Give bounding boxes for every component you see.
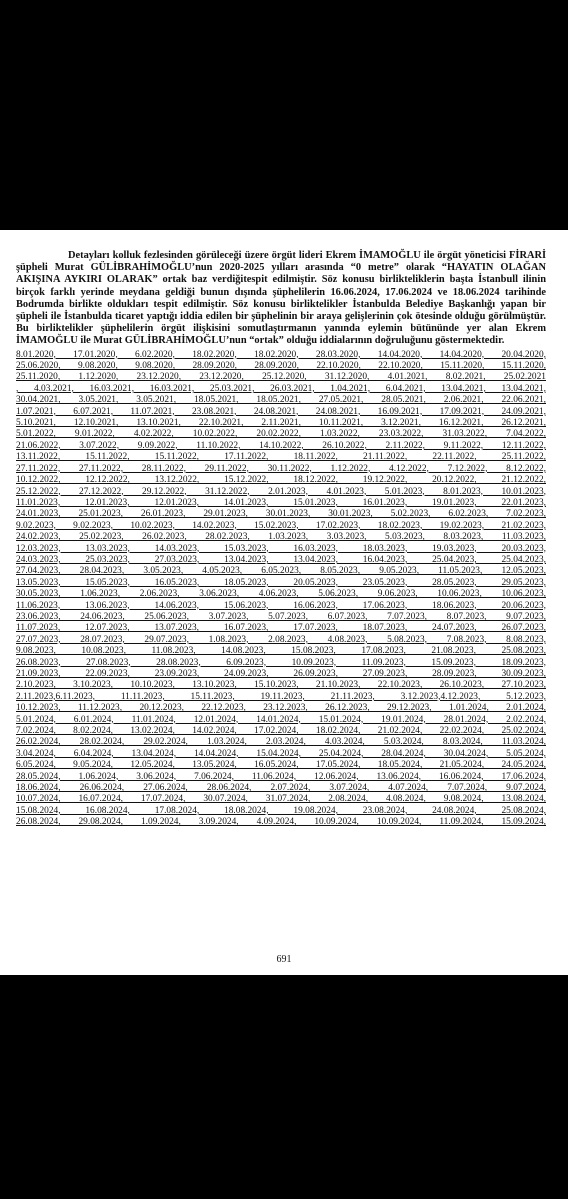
date-line: 24.03.2023, 25.03.2023, 27.03.2023, 13.04.2023, 13.04.2023, 16.04.2023, 25.04.2023, 25.04.2023,	[16, 554, 546, 565]
date-line: 25.06.2020, 9.08.2020, 9.08.2020, 28.09.2020, 28.09.2020, 22.10.2020, 22.10.2020, 15.11.2020, 15.11.2020,	[16, 361, 546, 372]
date-line: 11.01.2023, 12.01.2023, 12.01.2023, 14.01.2023, 15.01.2023, 16.01.2023, 19.01.2023, 22.01.2023,	[16, 497, 546, 508]
date-line: 13.05.2023, 15.05.2023, 16.05.2023, 18.05.2023, 20.05.2023, 23.05.2023, 28.05.2023, 29.05.2023,	[16, 577, 546, 588]
date-line: 9.02.2023, 9.02.2023, 10.02.2023, 14.02.2023, 15.02.2023, 17.02.2023, 18.02.2023, 19.02.2023, 21.02.2023,	[16, 520, 546, 531]
date-line: 30.04.2021, 3.05.2021, 3.05.2021, 18.05.2021, 18.05.2021, 27.05.2021, 28.05.2021, 2.06.2021, 22.06.2021,	[16, 395, 546, 406]
date-line: 23.06.2023, 24.06.2023, 25.06.2023, 3.07.2023, 5.07.2023, 6.07.2023, 7.07.2023, 8.07.2023, 9.07.2023,	[16, 611, 546, 622]
date-line: 27.07.2023, 28.07.2023, 29.07.2023, 1.08.2023, 2.08.2023, 4.08.2023, 5.08.2023, 7.08.2023, 8.08.2023,	[16, 634, 546, 645]
date-line: 18.06.2024, 26.06.2024, 27.06.2024, 28.06.2024, 2.07.2024, 3.07.2024, 4.07.2024, 7.07.2024, 9.07.2024,	[16, 783, 546, 794]
date-line: 7.02.2024, 8.02.2024, 13.02.2024, 14.02.2024, 17.02.2024, 18.02.2024, 21.02.2024, 22.02.2024, 25.02.2024,	[16, 726, 546, 737]
date-line: 10.07.2024, 16.07.2024, 17.07.2024, 30.07.2024, 31.07.2024, 2.08.2024, 4.08.2024, 9.08.2024, 13.08.2024,	[16, 794, 546, 805]
date-line: 2.10.2023, 3.10.2023, 10.10.2023, 13.10.2023, 15.10.2023, 21.10.2023, 22.10.2023, 26.10.2023, 27.10.2023,	[16, 680, 546, 691]
date-line: 11.06.2023, 13.06.2023, 14.06.2023, 15.06.2023, 16.06.2023, 17.06.2023, 18.06.2023, 20.06.2023,	[16, 600, 546, 611]
date-line: 28.05.2024, 1.06.2024, 3.06.2024, 7.06.2024, 11.06.2024, 12.06.2024, 13.06.2024, 16.06.2024, 17.06.2024,	[16, 771, 546, 782]
date-line: 10.12.2023, 11.12.2023, 20.12.2023, 22.12.2023, 23.12.2023, 26.12.2023, 29.12.2023, 1.01.2024, 2.01.2024,	[16, 703, 546, 714]
date-line: 26.02.2024, 28.02.2024, 29.02.2024, 1.03.2024, 2.03.2024, 4.03.2024, 5.03.2024, 8.03.2024, 11.03.2024,	[16, 737, 546, 748]
date-line: 1.07.2021, 6.07.2021, 11.07.2021, 23.08.2021, 24.08.2021, 24.08.2021, 16.09.2021, 17.09.2021, 24.09.2021,	[16, 406, 546, 417]
date-line: 27.04.2023, 28.04.2023, 3.05.2023, 4.05.2023, 6.05.2023, 8.05.2023, 9.05.2023, 11.05.2023, 12.05.2023,	[16, 566, 546, 577]
date-line: 27.11.2022, 27.11.2022, 28.11.2022, 29.11.2022, 30.11.2022, 1.12.2022, 4.12.2022, 7.12.2022, 8.12.2022,	[16, 463, 546, 474]
date-line: 26.08.2024, 29.08.2024, 1.09.2024, 3.09.2024, 4.09.2024, 10.09.2024, 10.09.2024, 11.09.2024, 15.09.2024,	[16, 817, 546, 828]
date-line: 5.01.2024, 6.01.2024, 11.01.2024, 12.01.2024, 14.01.2024, 15.01.2024, 19.01.2024, 28.01.2024, 2.02.2024,	[16, 714, 546, 725]
date-line: 21.06.2022, 3.07.2022, 9.09.2022, 11.10.2022, 14.10.2022, 26.10.2022, 2.11.2022, 9.11.2022, 12.11.2022,	[16, 440, 546, 451]
page-content	[16, 250, 546, 829]
date-line: 26.08.2023, 27.08.2023, 28.08.2023, 6.09.2023, 10.09.2023, 11.09.2023, 15.09.2023, 18.09.2023,	[16, 657, 546, 668]
date-line: 24.02.2023, 25.02.2023, 26.02.2023, 28.02.2023, 1.03.2023, 3.03.2023, 5.03.2023, 8.03.2023, 11.03.2023,	[16, 532, 546, 543]
date-line: 25.12.2022, 27.12.2022, 29.12.2022, 31.12.2022, 2.01.2023, 4.01.2023, 5.01.2023, 8.01.2023, 10.01.2023,	[16, 486, 546, 497]
date-line: 30.05.2023, 1.06.2023, 2.06.2023, 3.06.2023, 4.06.2023, 5.06.2023, 9.06.2023, 10.06.2023, 10.06.2023,	[16, 589, 546, 600]
document-page	[0, 230, 568, 975]
date-line: 21.09.2023, 22.09.2023, 23.09.2023, 24.09.2023, 26.09.2023, 27.09.2023, 28.09.2023, 30.09.2023,	[16, 669, 546, 679]
date-line: 25.11.2020, 1.12.2020, 23.12.2020, 23.12.2020, 25.12.2020, 31.12.2020, 4.01.2021, 8.02.2021, 25.02.2021	[16, 372, 546, 383]
date-line: 10.12.2022, 12.12.2022, 13.12.2022, 15.12.2022, 18.12.2022, 19.12.2022, 20.12.2022, 21.12.2022,	[16, 475, 546, 486]
body-paragraph	[16, 250, 546, 348]
date-line: , 4.03.2021, 16.03.2021, 16.03.2021, 25.03.2021, 26.03.2021, 1.04.2021, 6.04.2021, 13.04.2021, 13.04.2021,	[16, 383, 546, 394]
date-line: 3.04.2024, 6.04.2024, 13.04.2024, 14.04.2024, 15.04.2024, 25.04.2024, 28.04.2024, 30.04.2024, 5.05.2024,	[16, 748, 546, 759]
page-number: 691	[276, 954, 292, 965]
body-paragraph-text: Detayları kolluk fezlesinden görüleceği üzere örgüt lideri Ekrem İMAMOĞLU ile örgüt yöneticisi FİRARİ şüpheli Murat GÜLİBRAHİMOĞLU’nun 2020-2025 yılları arasında “0 metre” olarak “HAYATIN OLAĞAN AKIŞINA AYKIRI OLARAK” ortak baz verdiğitespit edilmiştir. Söz konusu birlikteliklerin başta İstanbull ilinin birçok farklı yerinde meydana geldiği bunun dışında şüphelilerin 16.06.2024, 17.06.2024 ve 18.06.2024 tarihinde Bodrumda birlikte oldukları tespit edilmiştir. Söz konusu birliktelikler İstanbulda Belediye Başkanlığı yapan bir şüpheli ile İstanbulda ticaret yaptığı iddia edilen bir şüphelinin bir araya gelişlerinin çok ötesinde olduğu görülmüştür. Bu birliktelikler şüphelilerin örgüt ilişkisini somutlaştırmanın yanında eylemin bütününde yer alan Ekrem İMAMOĞLU ile Murat GÜLİBRAHİMOĞLU’nun “ortak” olduğu iddialarının doğruluğunu göstermektedir.	[16, 250, 546, 347]
date-line: 8.01.2020, 17.01.2020, 6.02.2020, 18.02.2020, 18.02.2020, 28.03.2020, 14.04.2020, 14.04.2020, 20.04.2020,	[16, 349, 546, 360]
date-line: 5.10.2021, 12.10.2021, 13.10.2021, 22.10.2021, 2.11.2021, 10.11.2021, 3.12.2021, 16.12.2021, 26.12.2021,	[16, 418, 546, 429]
date-line: 12.03.2023, 13.03.2023, 14.03.2023, 15.03.2023, 16.03.2023, 18.03.2023, 19.03.2023, 20.03.2023,	[16, 543, 546, 554]
date-line: 5.01.2022, 9.01.2022, 4.02.2022, 10.02.2022, 20.02.2022, 1.03.2022, 23.03.2022, 31.03.2022, 7.04.2022,	[16, 429, 546, 440]
date-line: 13.11.2022, 15.11.2022, 15.11.2022, 17.11.2022, 18.11.2022, 21.11.2022, 22.11.2022, 25.11.2022,	[16, 452, 546, 463]
date-line: 2.11.2023,6.11.2023, 11.11.2023, 15.11.2023, 19.11.2023, 21.11.2023, 3.12.2023,4.12.2023, 5.12.2023,	[16, 691, 546, 702]
date-list	[16, 350, 546, 829]
date-line: 6.05.2024, 9.05.2024, 12.05.2024, 13.05.2024, 16.05.2024, 17.05.2024, 18.05.2024, 21.05.2024, 24.05.2024,	[16, 760, 546, 771]
date-line: 11.07.2023, 12.07.2023, 13.07.2023, 16.07.2023, 17.07.2023, 18.07.2023, 24.07.2023, 26.07.2023,	[16, 623, 546, 634]
date-line: 9.08.2023, 10.08.2023, 11.08.2023, 14.08.2023, 15.08.2023, 17.08.2023, 21.08.2023, 25.08.2023,	[16, 646, 546, 657]
date-line: 24.01.2023, 25.01.2023, 26.01.2023, 29.01.2023, 30.01.2023, 30.01.2023, 5.02.2023, 6.02.2023, 7.02.2023,	[16, 509, 546, 520]
date-line: 15.08.2024, 16.08.2024, 17.08.2024, 18.08.2024, 19.08.2024, 23.08.2024, 24.08.2024, 25.08.2024,	[16, 805, 546, 816]
